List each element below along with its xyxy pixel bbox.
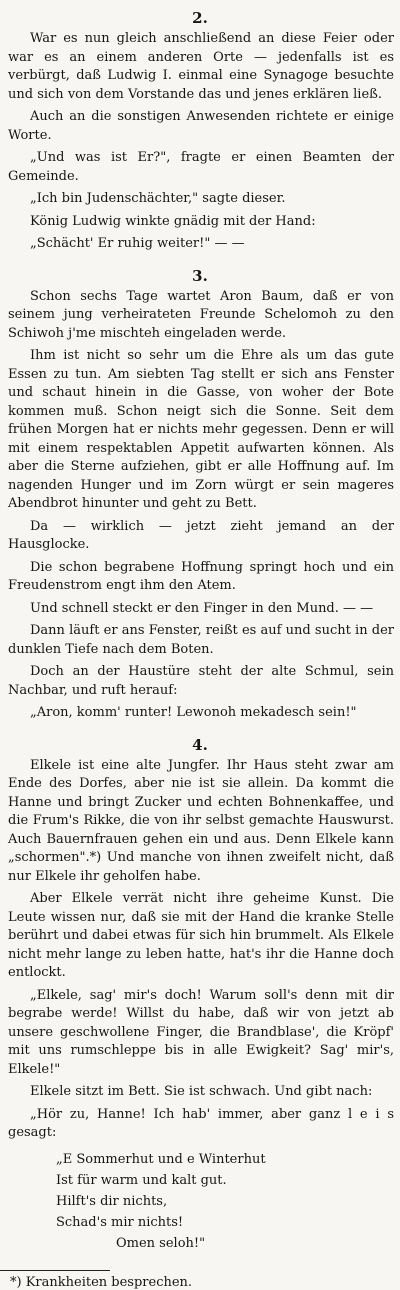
paragraph: Und schnell steckt er den Finger in den Mund. — — xyxy=(30,600,374,616)
poem-line: Omen seloh!" xyxy=(116,1235,206,1251)
paragraph: Ihm ist nicht so sehr um die Ehre als um das gute Essen zu tun. Am siebten Tag stellt er sich ans Fenster und schaut hinein in die Gasse, von woher der Bote kommen muß. Schon neigt sich die Sonne. Seit dem frühen Morgen hat er nichts mehr gegessen. Denn er will mit einem respektablen Appetit aufwarten können. Als aber die Sterne aufziehen, gibt er alle Hoffnung auf. Im nagenden Hunger und im Zorn würgt er sein mageres Abendbrot hinunter und geht zu Bett. xyxy=(8,348,394,511)
section-number: 2. xyxy=(192,9,208,27)
paragraph: Auch an die sonstigen Anwesenden richtete er einige Worte. xyxy=(8,109,394,143)
footnote-divider xyxy=(0,1270,110,1271)
paragraph: Elkele ist eine alte Jungfer. Ihr Haus steht zwar am Ende des Dorfes, aber nie ist sie allein. Da kommt die Hanne und bringt Zucker und echten Bohnenkaffee, und die Frum's Rikke, die von ihr selbst gemachte Hauswurst. Auch Bauernfrauen gehen ein und aus. Denn Elkele kann „schormen".*) Und manche von ihnen zweifelt nicht, daß nur Elkele ihr geholfen habe. xyxy=(8,757,394,884)
paragraph: „Schächt' Er ruhig weiter!" — — xyxy=(30,236,245,251)
paragraph: Elkele sitzt im Bett. Sie ist schwach. Und gibt nach: xyxy=(30,1084,373,1099)
paragraph: Dann läuft er ans Fenster, reißt es auf und sucht in der dunklen Tiefe nach dem Boten. xyxy=(8,623,394,657)
paragraph: „Hör zu, Hanne! Ich hab' immer, aber ganz l e i s gesagt: xyxy=(8,1106,394,1140)
paragraph: Doch an der Haustüre steht der alte Schmul, sein Nachbar, und ruft herauf: xyxy=(8,664,394,698)
footnote: *) Krankheiten besprechen. xyxy=(10,1274,193,1290)
paragraph: Aber Elkele verrät nicht ihre geheime Kunst. Die Leute wissen nur, daß sie mit der Hand die kranke Stelle berührt und dabei etwas für sich hin brummelt. Als Elkele nicht mehr lange zu leben hatte, hat's ihr die Hanne doch entlockt. xyxy=(8,891,394,980)
section-number: 4. xyxy=(192,735,208,754)
poem-line: Schad's mir nichts! xyxy=(56,1214,184,1230)
paragraph: „Und was ist Er?", fragte er einen Beamten der Gemeinde. xyxy=(8,150,394,184)
section-2 xyxy=(0,0,400,254)
poem-line: Ist für warm und kalt gut. xyxy=(56,1172,227,1188)
section-number: 3. xyxy=(192,266,208,285)
paragraph: „Elkele, sag' mir's doch! Warum soll's denn mit dir begrabe werde! Willst du habe, daß wir von jetzt ab unsere geschwollene Finger, die Brandblase', die Kröpf' mit uns rumschleppe bis in alle Ewigkeit? Sag' mir's, Elkele!" xyxy=(8,987,394,1077)
paragraph: Schon sechs Tage wartet Aron Baum, daß er von seinem jung verheirateten Freunde Schelomoh zu den Schiwoh j'me mischteh eingeladen werde. xyxy=(8,288,394,341)
section-3 xyxy=(0,258,400,723)
paragraph: Da — wirklich — jetzt zieht jemand an der Hausglocke. xyxy=(8,518,394,552)
section-4 xyxy=(0,727,400,1254)
paragraph: König Ludwig winkte gnädig mit der Hand: xyxy=(30,213,316,229)
poem-line: „E Sommerhut und e Winterhut xyxy=(56,1151,266,1167)
paragraph: „Ich bin Judenschächter," sagte dieser. xyxy=(30,191,286,206)
paragraph: „Aron, komm' runter! Lewonoh mekadesch sein!" xyxy=(30,705,357,720)
paragraph: Die schon begrabene Hoffnung springt hoch und ein Freudenstrom engt ihm den Atem. xyxy=(8,559,394,593)
poem-line: Hilft's dir nichts, xyxy=(56,1193,168,1209)
paragraph: War es nun gleich anschließend an diese Feier oder war es an einem anderen Orte — jedenfalls ist es verbürgt, daß Ludwig I. einmal eine Synagoge besuchte und sich von dem Vorstande das und jenes erklären ließ. xyxy=(8,31,394,102)
poem xyxy=(56,1149,400,1254)
